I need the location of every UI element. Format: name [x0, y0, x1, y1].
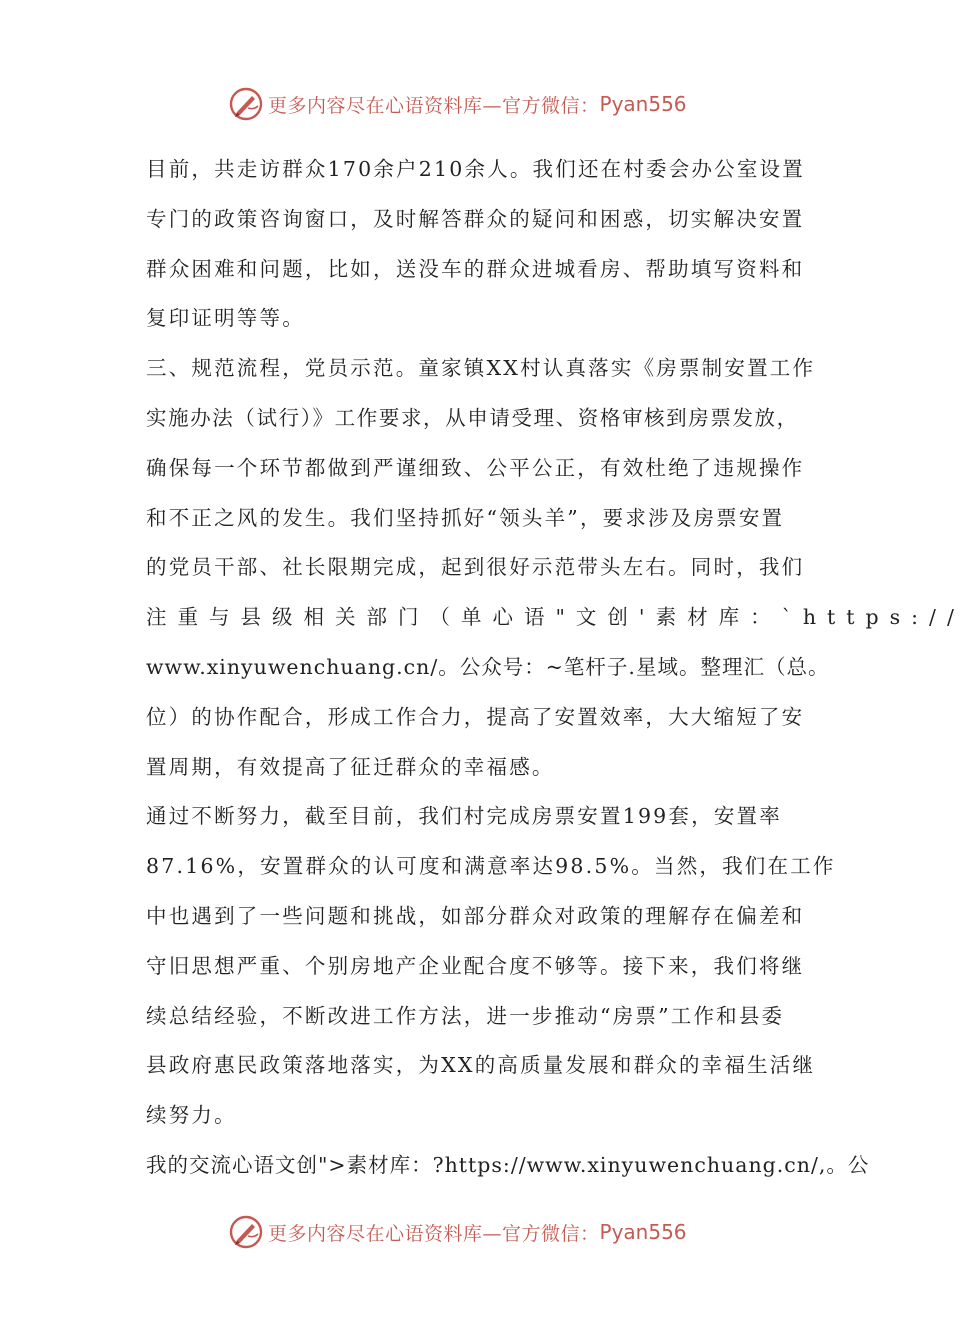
text-line: 确保每一个环节都做到严谨细致、公平公正，有效杜绝了违规操作 — [146, 455, 805, 480]
text-line: 目前，共走访群众170余户210余人。我们还在村委会办公室设置 — [146, 157, 805, 181]
text-line: 87.16%，安置群众的认可度和满意率达98.5%。当然，我们在工作 — [146, 854, 836, 879]
text-line: 的党员干部、社长限期完成，起到很好示范带头左右。同时，我们 — [146, 555, 805, 580]
text-line: 专门的政策咨询窗口，及时解答群众的疑问和困惑，切实解决安置 — [146, 206, 805, 231]
text-line: 守旧思想严重、个别房地产企业配合度不够等。接下来，我们将继 — [146, 953, 805, 978]
text-line: 我的交流心语文创">素材库：?https://www.xinyuwenchuang.cn/,。公 — [146, 1152, 870, 1177]
text-line: 县政府惠民政策落地落实，为XX的高质量发展和群众的幸福生活继 — [146, 1053, 816, 1078]
footer-banner — [228, 1212, 748, 1252]
pen-logo-icon — [228, 1214, 264, 1250]
text-line: 通过不断努力，截至目前，我们村完成房票安置199套，安置率 — [146, 804, 782, 829]
text-line: 置周期，有效提高了征迁群众的幸福感。 — [146, 754, 555, 779]
text-line: 注重与县级相关部门（单心语"文创'素材库：`https:// — [146, 605, 965, 630]
text-line: 续努力。 — [146, 1103, 237, 1128]
header-banner — [228, 84, 748, 124]
text-line: 三、规范流程，党员示范。童家镇XX村认真落实《房票制安置工作 — [146, 356, 816, 381]
text-line: 群众困难和问题，比如，送没车的群众进城看房、帮助填写资料和 — [146, 256, 805, 281]
text-line: www.xinyuwenchuang.cn/。公众号：~笔杆子.星域。整理汇（总。 — [146, 654, 830, 679]
text-line: 中也遇到了一些问题和挑战，如部分群众对政策的理解存在偏差和 — [146, 903, 805, 928]
text-line: 续总结经验，不断改进工作方法，进一步推动“房票”工作和县委 — [146, 1003, 785, 1028]
banner-text: 更多内容尽在心语资料库—官方微信： — [268, 94, 600, 117]
text-line: 复印证明等等。 — [146, 306, 305, 331]
text-line: 位）的协作配合，形成工作合力，提高了安置效率，大大缩短了安 — [146, 704, 805, 729]
wechat-id: Pyan556 — [599, 1220, 687, 1244]
text-line: 实施办法（试行）》工作要求，从申请受理、资格审核到房票发放， — [146, 405, 799, 430]
document-body — [146, 145, 965, 1191]
banner-text: 更多内容尽在心语资料库—官方微信： — [268, 1222, 600, 1245]
pen-logo-icon — [228, 86, 264, 122]
wechat-id: Pyan556 — [599, 92, 687, 116]
text-line: 和不正之风的发生。我们坚持抓好“领头羊”，要求涉及房票安置 — [146, 505, 785, 530]
